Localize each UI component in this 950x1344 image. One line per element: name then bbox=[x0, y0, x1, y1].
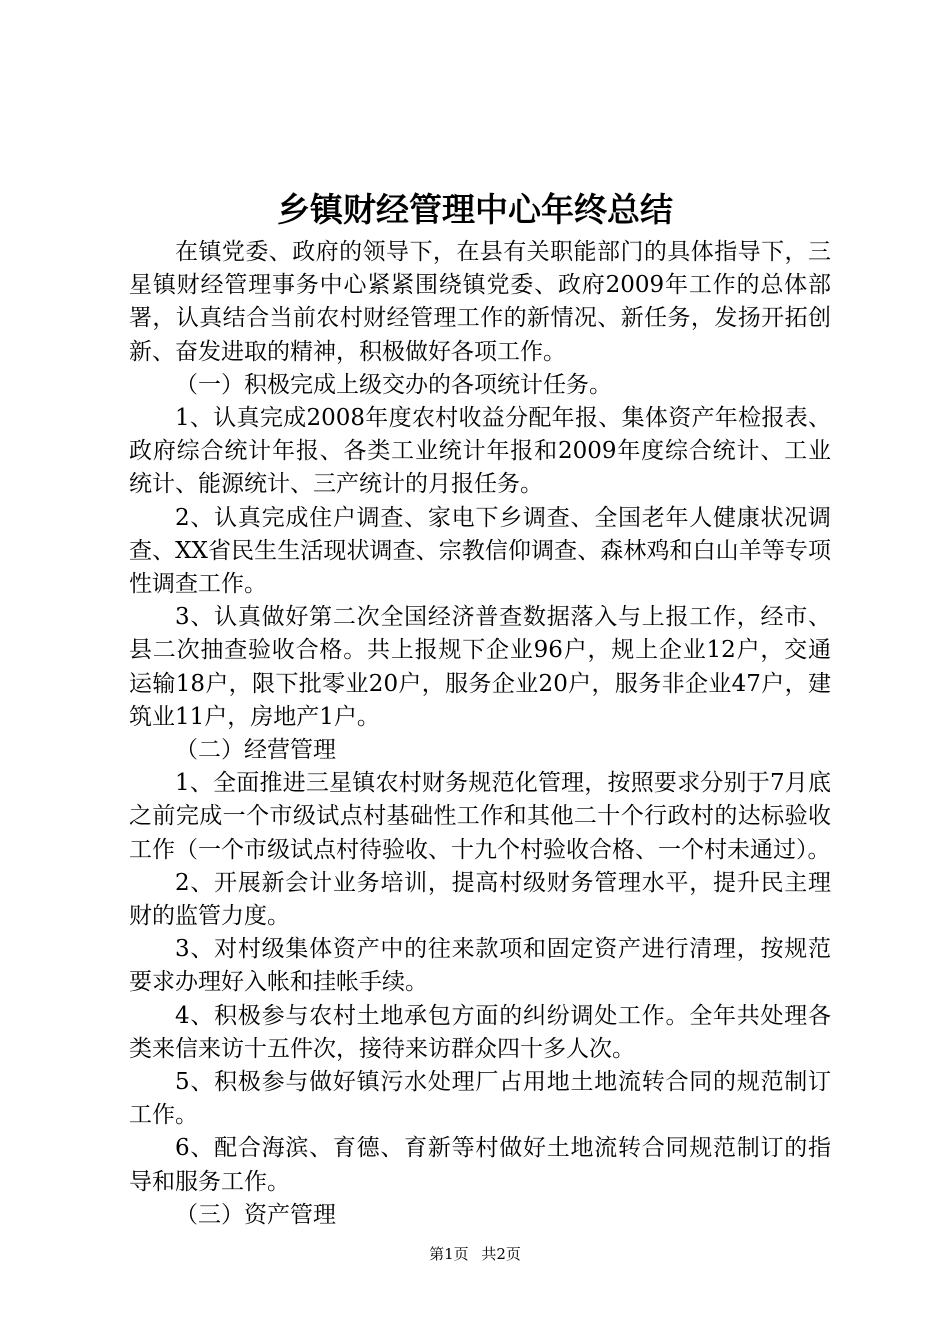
section-heading-assets: （三）资产管理 bbox=[175, 1201, 336, 1228]
paragraph-operations-1: 1、全面推进三星镇农村财务规范化管理，按照要求分别于7月底之前完成一个市级试点村基础性工作和其他二十个行政村的达标验收工作（一个市级试点村待验收、十九个村验收合格、一个村未通过）。 bbox=[129, 770, 831, 863]
intro-paragraph: 在镇党委、政府的领导下，在县有关职能部门的具体指导下，三星镇财经管理事务中心紧紧围绕镇党委、政府2009年工作的总体部署，认真结合当前农村财经管理工作的新情况、新任务，发扬开拓创新、奋发进取的精神，积极做好各项工作。 bbox=[129, 239, 831, 365]
page-total: 共2页 bbox=[481, 1245, 521, 1263]
paragraph-statistics-1: 1、认真完成2008年度农村收益分配年报、集体资产年检报表、政府综合统计年报、各类工业统计年报和2009年度综合统计、工业统计、能源统计、三产统计的月报任务。 bbox=[129, 405, 831, 498]
section-heading-operations: （二）经营管理 bbox=[175, 737, 336, 764]
paragraph-operations-4: 4、积极参与农村土地承包方面的纠纷调处工作。全年共处理各类来信来访十五件次，接待来访群众四十多人次。 bbox=[129, 1002, 831, 1062]
paragraph-statistics-3: 3、认真做好第二次全国经济普查数据落入与上报工作，经市、县二次抽查验收合格。共上报规下企业96户，规上企业12户，交通运输18户，限下批零业20户，服务企业20户，服务非企业47户，建筑业11户，房地产1户。 bbox=[129, 604, 831, 730]
page-number: 第1页 bbox=[429, 1245, 469, 1263]
paragraph-operations-3: 3、对村级集体资产中的往来款项和固定资产进行清理，按规范要求办理好入帐和挂帐手续。 bbox=[129, 936, 831, 996]
page-footer bbox=[0, 1244, 950, 1264]
paragraph-operations-2: 2、开展新会计业务培训，提高村级财务管理水平，提升民主理财的监管力度。 bbox=[129, 869, 831, 930]
paragraph-statistics-2: 2、认真完成住户调查、家电下乡调查、全国老年人健康状况调查、XX省民生生活现状调查、宗教信仰调查、森林鸡和白山羊等专项性调查工作。 bbox=[129, 504, 831, 598]
paragraph-operations-6: 6、配合海滨、育德、育新等村做好土地流转合同规范制订的指导和服务工作。 bbox=[129, 1135, 831, 1195]
section-heading-statistics: （一）积极完成上级交办的各项统计任务。 bbox=[175, 371, 612, 398]
document-body bbox=[129, 236, 831, 1232]
page-title: 乡镇财经管理中心年终总结 bbox=[277, 190, 673, 229]
paragraph-operations-5: 5、积极参与做好镇污水处理厂占用地土地流转合同的规范制订工作。 bbox=[129, 1069, 831, 1129]
